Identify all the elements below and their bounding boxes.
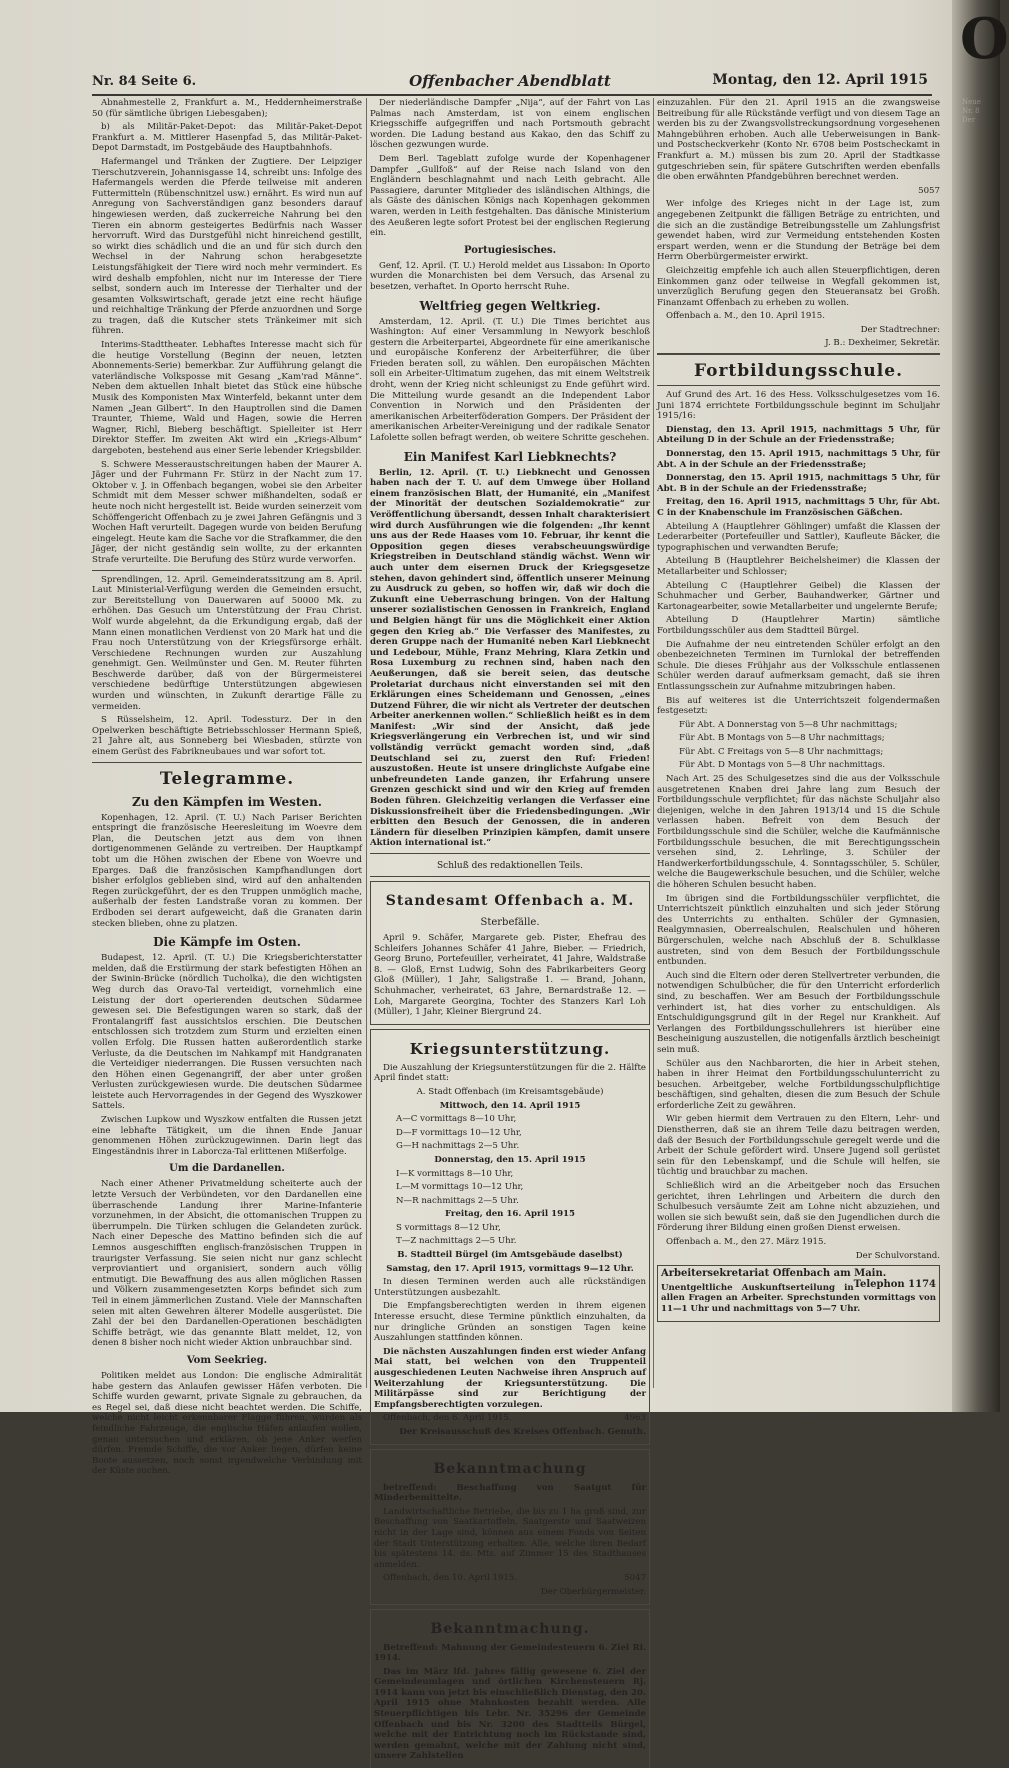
article-text: Budapest, 12. April. (T. U.) Die Kriegsberichterstatter melden, daß die Erstürmung der stark befestigten Höhen an der Swinin-Brücke (nördlich Tucholka), die den wichtigsten Weg durch das Oravo-Tal verteidigt, vornehmlich eine Leistung der dort operierenden deutschen Südarmee gewesen sei. Die Befestigungen waren so stark, daß der Frontalangriff fast aussichtslos erschien. Die Deutschen entschlossen sich trotzdem zum Sturm und erzielten einen vollen Erfolg. Die Russen hatten außerordentlich starke Verluste, da die Deutschen im Nahkampf mit Handgranaten die Verteidiger niederrangen. Die Russen versuchten nach den Höhen einen Gegenangriff, der aber unter großen Verlusten zurückgewiesen wurde. Die deutschen Südarmee leistete auch Hervorragendes in der Gegend des Wyszkower Sattels. [92,953,362,1112]
divider [657,385,940,386]
schedule-day: Samstag, den 17. April 1915, vormittags 9—12 Uhr. [374,1264,646,1275]
ad-title [661,1269,936,1280]
notice-standesamt [370,881,650,1025]
notice-text: In diesen Terminen werden auch alle rückständigen Unterstützungen ausbezahlt. [374,1277,646,1298]
edge-text: Der [962,116,1000,125]
section-heading-telegramme: Telegramme. [92,769,362,789]
schedule-line: L—M vormittags 10—12 Uhr, [396,1182,646,1193]
edge-text: Nr. 8 [962,107,1000,116]
headline-fortbildungsschule: Fortbildungsschule. [657,361,940,381]
notice-text: Die Aufnahme der neu eintretenden Schüler erfolgt an den obenbezeichneten Terminen im Turnlokal der betreffenden Schule. Die dieses Frühjahr aus der Volksschule entlassenen Schüler werden darauf aufmerksam gemacht, daß sie ihren Entlassungsschein zur Aufnahme mitzubringen haben. [657,640,940,693]
notice-signature: Der Oberbürgermeister. [374,1587,646,1598]
notice-text: Schüler aus den Nachbarorten, die hier in Arbeit stehen, haben in ihrer Heimat den Fortbildungsschulunterricht zu besuchen. Arbeitgeber, welche Fortbildungsschulpflichtige beschäftigen, sind gehalten, diesen die zum Besuch der Schule erforderliche Zeit zu gewähren. [657,1059,940,1112]
article-text: Politiken meldet aus London: Die englische Admiralität habe gestern das Anlaufen gewisser Häfen verboten. Die Schiffe wurden gewarnt, private Signale zu gebrauchen, da es Regel sei, daß diese nicht beachtet werden. Die Schiffe, welche nicht leicht erkennbarer Flagge führen, würden als feindliche Fahrzeuge, die englische Häfen anlaufen wollen, genau untersuchen und erklären, ob jene Anker werfen dürfen. Fremde Schiffe, die vor Anker liegen, dürfen keine Boote aussetzen, noch sonst irgendwelche Verbindung mit der Küste suchen. [92,1371,362,1477]
notice-text: Gleichzeitig empfehle ich auch allen Steuerpflichtigen, deren Einkommen ganz oder teilweise in Wegfall gekommen ist, unverzüglich Berufung gegen den Steueransatz bei Großh. Finanzamt Offenbach zu erheben zu wollen. [657,266,940,308]
notice-text: Schließlich wird an die Arbeitgeber noch das Ersuchen gerichtet, ihren Lehrlingen und Arbeitern die durch den Schulbesuch versäumte Zeit am Lohne nicht abzuziehen, und wollen sie sich bewußt sein, daß sie den Jugendlichen durch die Förderung ihrer Bildung einen großen Dienst erweisen. [657,1181,940,1234]
article-text: S. Schwere Messeraustschreitungen haben der Maurer A. Jäger und der Fuhrmann Fr. Stürz in der Nacht zum 17. Oktober v. J. in Offenbach begangen, wobei sie den Arbeiter Schmidt mit dem Messer schwer mißhandelten, sodaß er heute noch nicht hergestellt ist. Beide wurden seinerzeit vom Schöffengericht Offenbach zu je zwei Jahren Gefängnis und 3 Wochen Haft verurteilt. Dagegen wurde von beiden Berufung eingelegt. Heute kam die Sache vor die Strafkammer, die den Jäger, der nicht geständig sein wollte, zu der erkannten Strafe verurteilte. Die Berufung des Stürz wurde verworfen. [92,460,362,566]
notice-bekanntmachung-steuern [370,1609,650,1768]
schedule-day: Donnerstag, den 15. April 1915 [374,1155,646,1166]
notice-date: Offenbach a. M., den 10. April 1915. [657,311,940,322]
notice-text: einzuzahlen. Für den 21. April 1915 an die zwangsweise Beitreibung für alle Rückstände verfügt und von diesem Tage an werden bis zu der Zwangsvollstreckungsordnung vorgesehenen Mahngebühren erhoben. Auch alle Ueberweisungen in Bank- und Postscheckverkehr (Konto Nr. 6708 beim Postscheckamt in Frankfurt a. M.) müssen bis zum 20. April der Stadtkasse gutgeschrieben sein, für spätere Gutschriften werden ebenfalls die oben erwähnten Pfandgebühren berechnet werden. [657,98,940,183]
notice-number: 5057 [657,186,940,197]
notice-signature: J. B.: Dexheimer, Sekretär. [657,338,940,349]
schedule-day: Mittwoch, den 14. April 1915 [374,1101,646,1112]
notice-text: Die Auszahlung der Kriegsunterstützungen für die 2. Hälfte April findet statt: [374,1063,646,1084]
column-2 [370,98,650,1378]
divider [657,353,940,355]
headline-west: Zu den Kämpfen im Westen. [92,795,362,809]
schedule-line: I—K vormittags 8—10 Uhr, [396,1169,646,1180]
article-text: Zwischen Lupkow und Wyszkow entfalten die Russen jetzt eine lebhafte Tätigkeit, um die ihnen Ende Januar genommenen Höhen zurückzugewinnen. Darin liegt das Eingeständnis ihrer in Laborcza-Tal erlittenen Mißerfolge. [92,1115,362,1157]
article-text: Dem Berl. Tageblatt zufolge wurde der Kopenhagener Dampfer „Gullfoß“ auf der Reise nach Island von den Engländern beschlagnahmt und nach Leith gebracht. Alle Passagiere, darunter Mitglieder des isländischen Althings, die als Gäste des dänischen Königs nach Kopenhagen gekommen waren, werden in Leith festgehalten. Das dänische Ministerium des Aeußeren legte sofort Protest bei der englischen Regierung ein. [370,154,650,239]
ad-arbeitersekretariat [657,1265,940,1321]
schedule-line: S vormittags 8—12 Uhr, [396,1223,646,1234]
notice-subject: Betreffend: Mahnung der Gemeindesteuern 6. Ziel Ri. 1914. [374,1643,646,1664]
column-divider [366,98,367,1388]
divider [92,570,362,571]
schedule-line: Für Abt. D Montags von 5—8 Uhr nachmittags. [679,760,940,771]
edge-text: Neue [962,98,1000,107]
schedule-line: A—C vormittags 8—10 Uhr, [396,1114,646,1125]
notice-text: Abteilung A (Hauptlehrer Göhlinger) umfaßt die Klassen der Lederarbeiter (Portefeuiller und Sattler), Kaufleute Bäcker, die typographischen und verwandten Berufe; [657,522,940,554]
notice-subject: betreffend: Beschaffung von Saatgut für Minderbemittelte. [374,1483,646,1504]
notice-date [374,1573,646,1584]
schedule-line: Für Abt. B Montags von 5—8 Uhr nachmittags; [679,733,940,744]
schedule-line: Dienstag, den 13. April 1915, nachmittags 5 Uhr, für Abteilung D in der Schule an der Friedensstraße; [657,425,940,446]
article-text: Amsterdam, 12. April. (T. U.) Die Times berichtet aus Washington: Auf einer Versammlung in Newyork beschloß gestern die Arbeiterpartei, Abgeordnete für eine amerikanische und europäische Konferenz der Arbeiterführer, die über Frieden beraten soll, zu wählen. Den europäischen Mächten soll ein Arbeiter-Ultimatum zugehen, das mit einem Weltstreik droht, wenn der Krieg nicht schleunigst zu Ende geführt wird. Die Mitteilung wurde gesandt an die Independent Labor Convention in Norwich und den Präsidenten der amerikanischen Arbeiterföderation Gompers. Der Präsident der amerikanischen Arbeiter-Vereinigung und der radikale Senator Lafolette sollen befragt werden, ob weitere Schritte geschehen. [370,317,650,444]
article-text: Abnahmestelle 2, Frankfurt a. M., Heddernheimerstraße 50 (für sämtliche übrigen Liebesgaben); [92,98,362,119]
article-text: Berlin, 12. April. (T. U.) Liebknecht und Genossen haben nach der T. U. auf dem Umwege über Holland einem französischen Blatt, der Humanité, ein „Manifest der Minorität der deutschen Sozialdemokratie“ zur Veröffentlichung übersandt, dessen Inhalt charakterisiert wird durch Ausführungen wie die folgenden: „Ihr kennt uns aus der Rede Haases vom 10. Februar, ihr kennt die Opposition gegen dieses verabscheuungswürdige Kriegstreiben in Deutschland ständig wächst. Wenn wir auch unter dem eisernen Druck der Kriegsgesetze stehen, davon gehindert sind, öffentlich unserer Meinung zu Ausdruck zu geben, so hoffen wir, daß wir doch die Zukunft eine Ueberraschung bringen. Von der Haltung unserer sozialistischen Genossen in Frankreich, England und Belgien hängt für uns die Möglichkeit einer Aktion gegen den Krieg ab.“ Die Verfasser des Manifestes, zu deren Gruppe nach der Humanité neben Karl Liebknecht und Ledebour, Mühle, Franz Mehring, Klara Zetkin und Rosa Luxemburg zu rechnen sind, haben nach den Aeußerungen, daß sie bereit seien, das deutsche Proletariat durchaus nicht einverstanden sei mit den Erklärungen eines Scheidemann und Genossen, „eines Dutzend Führer, die wir nicht als Vertreter der deutschen Arbeiter anerkennen wollen.“ Schließlich heißt es in dem Manifest: „Wir sind der Ansicht, daß jede Kriegsverlängerung ein Verbrechen ist, und wir sind vollständig verrückt gemacht worden sind, „daß Deutschland sei zu, zuerst den Ruf: Frieden! auszustoßen. Heute ist unsere dringlichste Aufgabe eine unbefreundeten Lande ganzen, ihr Erfahrung unsere Grenzen geschickt sind und wir den Krieg auf fremden Boden führen. Gleichzeitig verlangen die Verfasser eine Diskussionsfreiheit über die Friedensbedingungen. „Wir erbitten den Besuch der Genossen, die in anderen Ländern für dieselben Prinzipien kämpfen, damit unsere Aktion international ist.“ [370,468,650,849]
schedule-line: D—F vormittags 10—12 Uhr, [396,1128,646,1139]
headline-dardanelles: Um die Dardanellen. [92,1163,362,1175]
schedule-line: Donnerstag, den 15. April 1915, nachmittags 5 Uhr, für Abt. A in der Schule an der Friedensstraße; [657,449,940,470]
article-text: S Rüsselsheim, 12. April. Todessturz. Der in den Opelwerken beschäftigte Betriebsschlosser Hermann Spieß, 21 Jahre alt, aus Sonneberg bei Wiesbaden, stürzte von einem Gerüst des Fabrikneubaues und war sofort tot. [92,715,362,757]
notice-text: Die Empfangsberechtigten werden in ihrem eigenen Interesse ersucht, diese Termine pünktlich einzuhalten, da nur dringliche Gründen an sonstigen Tagen keine Auszahlungen stattfinden können. [374,1301,646,1343]
ad-text: Unentgeltliche Auskunftserteilung in allen Fragen an Arbeiter. Sprechstunden vormittags von 11—1 Uhr und nachmittags von 5—7 Uhr. [661,1283,936,1315]
notice-date-text: Offenbach, den 10. April 1915. [383,1573,517,1583]
article-text: Interims-Stadttheater. Lebhaftes Interesse macht sich für die heutige Vorstellung (Beginn der neuen, letzten Abonnements-Serie) bemerkbar. Zur Aufführung gelangt die vaterländische Volksposse mit Gesang „Kam'rad Männe“. Neben dem aktuellen Inhalt bietet das Stück eine hübsche Musik des Komponisten Max Winterfeld, bekannt unter dem Namen „Jean Gilbert“. In den Hauptrollen sind die Damen Traunter, Thieme, Wald und Hagen, sowie die Herren Wagner, Richl, Bieberg beschäftigt. Spielleiter ist Herr Direktor Steffer. Im zweiten Akt wird ein „Kriegs-Album“ dargeboten, bestehend aus einer Serie lebender Kriegsbilder. [92,340,362,457]
headline-bekanntmachung: Bekanntmachung. [374,1619,646,1639]
article-text: Der niederländische Dampfer „Nija“, auf der Fahrt von Las Palmas nach Amsterdam, ist von einem englischen Kriegsschiffe aufgegriffen und nach Portsmouth gebracht worden. Die Ladung bestand aus Kakao, den das Schiff zu löschen gezwungen wurde. [370,98,650,151]
subheading-sterbefaelle: Sterbefälle. [374,917,646,929]
notice-text: Auch sind die Eltern oder deren Stellvertreter verbunden, die notwendigen Schulbücher, die für den Unterricht erforderlich sind, zu beschaffen. Wer am Besuch der Fortbildungsschule verhindert ist, hat dies vorher zu entschuldigen. Als Entschuldigungsgrund gilt in der Regel nur Krankheit. Auf Verlangen des Fortbildungsschullehrers ist hierüber eine Bescheinigung auszustellen, die notigenfalls ärztlich bescheinigt sein muß. [657,971,940,1056]
notice-date-text: Offenbach, den 6. April 1915. [383,1413,512,1423]
headline-liebknecht: Ein Manifest Karl Liebknechts? [370,450,650,464]
article-text: Sprendlingen, 12. April. Gemeinderatssitzung am 8. April. Laut Ministerial-Verfügung werden die Gemeinden ersucht, zur Bereitstellung von Dauerwaren auf 50000 Mk. zu erhöhen. Das Gesuch um Unterstützung der Frau Christ. Wolf wurde abgelehnt, da die Erkundigung ergab, daß der Mann einen monatlichen Verdienst von 20 Mark hat und die Frau noch Unterstützung von der Kriegsfürsorge erhält. Verschiedene Rechnungen wurden zur Auszahlung genehmigt. Gen. Weilmünster und Gen. M. Reuter führten Beschwerde darüber, daß von der Bürgermeisterei verschiedene bedürftige Unterstützungen abgewiesen wurden und wünschten, in Zukunft derartige Fälle zu vermeiden. [92,575,362,713]
article-text: b) als Militär-Paket-Depot: das Militär-Paket-Depot Frankfurt a. M. Mittlerer Hasenpfad 5, das Militär-Paket-Depot Darmstadt, im Postgebäude des Hauptbahnhofs. [92,122,362,154]
notice-signature: Der Stadtrechner: [657,325,940,336]
notice-text: Auf Grund des Art. 16 des Hess. Volksschulgesetzes vom 16. Juni 1874 errichtete Fortbildungsschule beginnt im Schuljahr 1915/16: [657,390,940,422]
notice-text: Im übrigen sind die Fortbildungsschüler verpflichtet, die Unterrichtszeit pünktlich einzuhalten und sich jeder Störung des Unterrichts zu enthalten. Schüler der Gymnasien, Realgymnasien, Oberrealschulen, Realschulen und höheren Bürgerschulen, welche nach Abschluß der 8. Schulklasse austreten, sind von dem Besuch der Fortbildungsschule entbunden. [657,894,940,968]
masthead [92,72,928,94]
article-text: Genf, 12. April. (T. U.) Herold meldet aus Lissabon: In Oporto wurden die Monarchisten bei dem Versuch, das Arsenal zu besetzen, verhaftet. In Oporto herrscht Ruhe. [370,261,650,293]
notice-text: Landwirtschaftliche Betriebe, die bis zu 1 ha groß sind, zur Beschaffung von Saatkartoffeln, Saatgerste und Saatweizen nicht in der Lage sind, können aus einem Fonds von Seiten der Stadt Unterstützung erhalten. Alle, welche ihren Bedarf bis spätestens 14. ds. Mts. auf Zimmer 15 des Stadthauses anmelden. [374,1507,646,1571]
notice-date [374,1413,646,1424]
schedule-line: T—Z nachmittags 2—5 Uhr. [396,1236,646,1247]
header-rule [92,94,932,96]
column-1 [92,98,362,1378]
headline-weltkrieg: Weltfrieg gegen Weltkrieg. [370,299,650,313]
headline-seekrieg: Vom Seekrieg. [92,1355,362,1367]
notice-text: Die nächsten Auszahlungen finden erst wieder Anfang Mai statt, bei welchen von den Truppenteil ausgeschiedenen Leuten Nachweise ihren Anspruch auf Weiterzahlung der Kriegsunterstützung. Die Militärpässe sind zur Berichtigung der Empfangsberechtigten vorzulegen. [374,1347,646,1411]
notice-number: 4963 [615,1413,646,1424]
headline-kriegsunterstuetzung: Kriegsunterstützung. [374,1039,646,1059]
notice-text: Das im März lfd. Jahres fällig gewesene 6. Ziel der Gemeindeumlagen und örtlichen Kirchensteuern Rj. 1914 kann von jetzt bis einschließlich Dienstag, den 20. April 1915 ohne Mahnkosten bezahlt werden. Alle Steuerpflichtigen bis Lebr. Nr. 35296 der Gemeinde Offenbach und bis Nr. 3200 des Stadtteils Bürgel, welche mit der Entrichtung noch im Rückstande sind, werden gemahnt, welche mit der Zahlung nicht sind, unsere Zahlstellen [374,1667,646,1762]
issue-date: Montag, den 12. April 1915 [712,72,928,88]
notice-text: Wir geben hiermit dem Vertrauen zu den Eltern, Lehr- und Dienstherren, daß sie an ihrem Teile dazu beitragen werden, daß der Besuch der Fortbildungsschule geregelt werde und die Arbeit der Schule gefördert wird. Unsere Jugend soll gerüstet sein für den Lebenskampf, und die Schule will helfen, sie tüchtig und brauchbar zu machen. [657,1114,940,1178]
divider [370,853,650,854]
headline-east: Die Kämpfe im Osten. [92,935,362,949]
schedule-line: Donnerstag, den 15. April 1915, nachmittags 5 Uhr, für Abt. B in der Schule an der Friedensstraße; [657,473,940,494]
headline-bekanntmachung: Bekanntmachung [374,1459,646,1479]
divider [92,762,362,763]
notice-text: Abteilung C (Hauptlehrer Geibel) die Klassen der Schuhmacher und Gerber, Bauhandwerker, Gärtner und Kartonagearbeiter, sowie Metallarbeiter und ungelernte Berufe; [657,581,940,613]
schedule-day: Freitag, den 16. April 1915 [374,1209,646,1220]
notice-text: Abteilung D (Hauptlehrer Martin) sämtliche Fortbildungsschüler aus dem Stadtteil Bürgel. [657,615,940,636]
notice-kriegsunterstuetzung [370,1029,650,1445]
next-page-masthead-glyph: O [960,6,1009,72]
notice-signature: Der Kreisausschuß des Kreises Offenbach. Genuth. [374,1427,646,1438]
next-page-edge [962,98,1000,1398]
column-divider [653,98,654,1388]
article-text: Kopenhagen, 12. April. (T. U.) Nach Pariser Berichten entspringt die französische Heeresleitung im Woevre dem Plan, die Deutschen jetzt aus dem von ihnen dortigenommenen Gelände zu vertreiben. Der Hauptkampf tobt um die Höhen zwischen der Ebene von Woevre und Eparges. Daß die französischen Kampfhandlungen dort bisher erfolglos geblieben sind, wird auf den anhaltenden Regen zurückgeführt, der es den Truppen unmöglich mache, außerhalb der festen Landstraße voran zu kommen. Der Erdboden sei derart aufgeweicht, daß die Granaten darin stecken blieben, ohne zu platzen. [92,813,362,930]
page-number: Nr. 84 Seite 6. [92,74,196,89]
notice-text: Nach Art. 25 des Schulgesetzes sind die aus der Volksschule ausgetretenen Knaben drei Jahre lang zum Besuch der Fortbildungsschule verpflichtet; für das nächste Schuljahr also diejenigen, welche in den Jahren 1913/14 und 15 die Schule verlassen haben. Befreit von dem Besuch der Fortbildungsschule sind die Schüler, welche die Kaufmännische Fortbildungsschule besuchen, die mit Berechtigungsschein versehen sind, 2. Lehrlinge, 3. Schüler der Handwerkerfortbildungsschule, 4. Sonntagsschüler, 5. Schüler, welche die Baugewerkschule besuchen, und die Schüler, welche die höheren Schulen besucht haben. [657,774,940,891]
article-text: Hafermangel und Tränken der Zugtiere. Der Leipziger Tierschutzverein, Johannisgasse 14, schreibt uns: Infolge des Hafermangels werden die Pferde teilweise mit anderen Futtermitteln (Rübenschnitzel usw.) ernährt. Es wird nun auf Anregung von Sachverständigen ganz besonders darauf hingewiesen werden, daß zuckerreiche Nahrung bei den Tieren ein abnorm gesteigertes Bedürfnis nach Wasser hervorruft. Wird das Durstgefühl nicht hinreichend gestillt, so wirkt dies schädlich und die an und für sich durch den Wechsel in der Nahrung schon herabgesetzte Leistungsfähigkeit der Tiere wird noch mehr vermindert. Es wird deshalb empfohlen, nicht nur im Interesse der Tiere selbst, sondern auch im Interesse der Tierhalter und der gesamten Volkswirtschaft, gerade jetzt eine recht häufige und reichhaltige Tränkung der Pferde anzuordnen und Sorge zu tragen, daß die Kutscher stets Tränkeimer mit sich führen. [92,157,362,337]
notice-text: Abteilung B (Hauptlehrer Beichelsheimer) die Klassen der Metallarbeiter und Schlosser; [657,556,940,577]
newspaper-title: Offenbacher Abendblatt [92,72,928,90]
notice-text: April 9. Schäfer, Margarete geb. Pister, Ehefrau des Schleifers Johannes Schäfer 41 Jahre, Bieber. — Friedrich, Georg Bruno, Portefeuiller, verheiratet, 41 Jahre, Waldstraße 8. — Gloß, Ernst Ludwig, Sohn des Fabrikarbeiters Georg Gloß (Müller), 1 Jahr, Saligstraße 1. — Brand, Johann, Schuhmacher, verheiratet, 63 Jahre, Bernardstraße 12. — Loh, Margarete Georgina, Tochter des Stanzers Karl Loh (Müller), 1 Jahr, Kleiner Biergrund 24. [374,933,646,1018]
notice-bekanntmachung-saatgut [370,1449,650,1605]
headline-portugal: Portugiesisches. [370,245,650,257]
headline-standesamt: Standesamt Offenbach a. M. [374,891,646,911]
schedule-line: Für Abt. C Freitags von 5—8 Uhr nachmittags; [679,747,940,758]
end-editorial-note: Schluß des redaktionellen Teils. [370,860,650,872]
notice-text: Bis auf weiteres ist die Unterrichtszeit folgendermaßen festgesetzt: [657,696,940,717]
ad-phone: Telephon 1174 [854,1280,936,1291]
schedule-line: Für Abt. A Donnerstag von 5—8 Uhr nachmittags; [679,720,940,731]
notice-text: Wer infolge des Krieges nicht in der Lage ist, zum angegebenen Zeitpunkt die fälligen Beträge zu entrichten, und die sich an die zuständige Betreibungsstelle um Zahlungsfrist gewendet haben, wird zur Vermeidung entstehenden Kosten erspart werden, wenn er die Stundung der Beträge bei dem Herrn Oberbürgermeister erwirkt. [657,199,940,263]
schedule-heading: A. Stadt Offenbach (im Kreisamtsgebäude) [374,1087,646,1098]
notice-signature: Der Schulvorstand. [657,1251,940,1262]
notice-date: Offenbach a. M., den 27. März 1915. [657,1237,940,1248]
article-text: Nach einer Athener Privatmeldung scheiterte auch der letzte Versuch der Verbündeten, vor den Dardanellen eine überraschende Landung ihrer Marine-Infanterie vorzunehmen, in der Absicht, die ottomanischen Truppen zu überrumpeln. Die Türken schlugen die Gelandeten zurück. Nach einer Depesche des Mattino befinden sich die auf Lemnos ausgeschifften englisch-französischen Truppen in traurigster Verfassung. Sie seien nicht nur ganz schlecht verproviantiert und organisiert, sondern auch völlig entmutigt. Die Bewaffnung des aus allen möglichen Rassen und Völkern zusammengesetzten Korps befindet sich zum Teil in einem jämmerlichen Zustand. Viele der Mannschaften seien mit alten Gewehren älterer Modelle ausgerüstet. Die Zahl der bei den Dardanellen-Operationen beschädigten Schiffe beträgt, wie das genannte Blatt meldet, 12, von denen 8 bisher noch nicht wieder Aktion unbrauchbar sind. [92,1179,362,1349]
divider [370,876,650,877]
notice-number: 5047 [615,1573,646,1584]
column-3 [657,98,940,1378]
schedule-line: Freitag, den 16. April 1915, nachmittags 5 Uhr, für Abt. C in der Knabenschule im Französischen Gäßchen. [657,497,940,518]
schedule-line: N—R nachmittags 2—5 Uhr. [396,1196,646,1207]
schedule-line: G—H nachmittags 2—5 Uhr. [396,1141,646,1152]
schedule-heading: B. Stadtteil Bürgel (im Amtsgebäude daselbst) [374,1250,646,1261]
ad-title-text: Arbeitersekretariat Offenbach am Main. [661,1268,886,1279]
